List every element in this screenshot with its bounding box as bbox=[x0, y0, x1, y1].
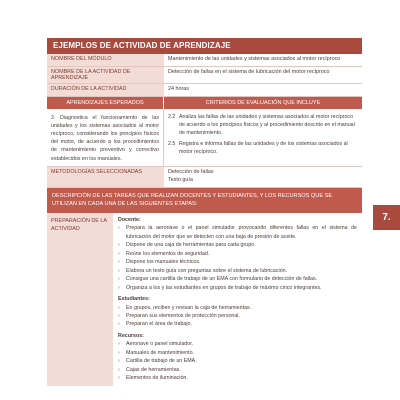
list-item-text: Elabora un texto guía con preguntas sobre el sistema de lubricación. bbox=[126, 267, 288, 274]
criterio-item bbox=[168, 140, 358, 156]
criterio-text: Analiza las fallas de las unidades y sistemas asociados al motor recíproco de acuerdo a los principios físicos y al procedimiento descrito en el manual de mantenimiento. bbox=[179, 113, 355, 137]
list-item-text: Reúne los elementos de seguridad. bbox=[126, 250, 210, 257]
meta-label: DURACIÓN DE LA ACTIVIDAD bbox=[47, 84, 164, 96]
meta-label: NOMBRE DEL MÓDULO bbox=[47, 54, 164, 66]
chapter-tab: 7. bbox=[373, 205, 400, 230]
list-item bbox=[118, 312, 357, 320]
criterio-number: 2.2 bbox=[168, 113, 176, 120]
bullet-icon: › bbox=[118, 250, 120, 257]
bullet-icon: › bbox=[118, 259, 120, 266]
list-item bbox=[118, 340, 357, 348]
list-item-text: Aeronave o panel simulador. bbox=[126, 341, 194, 348]
list-item bbox=[118, 304, 357, 312]
sheet-title: EJEMPLOS DE ACTIVIDAD DE APRENDIZAJE bbox=[47, 38, 362, 54]
list-item bbox=[118, 284, 357, 292]
metodologias-row bbox=[47, 167, 362, 188]
bullet-icon: › bbox=[118, 267, 120, 274]
list-item bbox=[118, 366, 357, 374]
bullet-icon: › bbox=[118, 375, 120, 382]
bullet-icon: › bbox=[118, 358, 120, 365]
bullet-icon: › bbox=[118, 304, 120, 311]
meta-value: Mantenimiento de las unidades y sistemas asociados al motor recíproco bbox=[164, 54, 362, 66]
criterio-number: 2.5 bbox=[168, 141, 176, 148]
meta-value: Detección de fallas en el sistema de lubricación del motor recíproco bbox=[164, 67, 362, 83]
activity-sheet bbox=[47, 38, 362, 386]
preparacion-row bbox=[47, 213, 362, 386]
meta-row bbox=[47, 67, 362, 84]
criterio-text: Registra e informa fallas de las unidades y de los sistemas asociados al motor recíproco. bbox=[179, 141, 348, 156]
aprendizajes-header: APRENDIZAJES ESPERADOS bbox=[47, 97, 164, 109]
bullet-icon: › bbox=[118, 349, 120, 356]
bullet-icon: › bbox=[118, 366, 120, 373]
list-item-text: Elementos de iluminación. bbox=[126, 375, 188, 382]
list-item-text: Manuales de mantenimiento. bbox=[126, 349, 195, 356]
bullet-icon: › bbox=[118, 284, 120, 291]
list-item-text: Cartilla de trabajo de un EMA. bbox=[126, 358, 197, 365]
aprendizaje-text: 2. Diagnostica el funcionamiento de las unidades y los sistemas asociados al motor recíproco, considerando los principios físicos del motor, de acuerdo a los procedimientos de mantenimiento preventivo y correctivo establecidos en los manuales. bbox=[47, 109, 164, 166]
list-item-text: Cajas de herramientas. bbox=[126, 366, 181, 373]
meta-table bbox=[47, 54, 362, 97]
list-item bbox=[118, 250, 357, 258]
list-item bbox=[118, 267, 357, 275]
docente-list bbox=[118, 224, 357, 292]
estudiantes-title: Estudiantes: bbox=[118, 296, 150, 303]
recursos-title: Recursos: bbox=[118, 332, 144, 339]
estudiantes-list bbox=[118, 304, 357, 329]
list-item bbox=[118, 357, 357, 365]
list-item-text: Dispone de una caja de herramientas para cada grupo. bbox=[126, 242, 256, 249]
criteria-header-row bbox=[47, 97, 362, 109]
metodologia-item: Texto guía bbox=[168, 176, 193, 183]
metodologia-item: Detección de fallas bbox=[168, 168, 214, 175]
list-item bbox=[118, 349, 357, 357]
meta-value: 24 horas bbox=[164, 84, 362, 96]
bullet-icon: › bbox=[118, 313, 120, 319]
bullet-icon: › bbox=[118, 242, 120, 249]
list-item-text: Consigue una cartilla de trabajo de un EMA con formulario de detección de fallas. bbox=[126, 276, 318, 283]
metodologias-label: METODOLOGÍAS SELECCIONADAS bbox=[47, 167, 164, 187]
list-item-text: Dispone los manuales técnicos. bbox=[126, 259, 201, 266]
list-item bbox=[118, 241, 357, 249]
list-item-text: En grupos, reciben y revisan la caja de herramientas. bbox=[126, 304, 252, 311]
list-item bbox=[118, 258, 357, 266]
preparacion-label: PREPARACIÓN DE LA ACTIVIDAD bbox=[47, 213, 113, 386]
list-item bbox=[118, 224, 357, 241]
docente-title: Docente: bbox=[118, 216, 141, 223]
list-item bbox=[118, 374, 357, 382]
list-item-text: Preparan sus elementos de protección personal. bbox=[126, 313, 240, 319]
bullet-icon: › bbox=[118, 276, 120, 283]
list-item bbox=[118, 275, 357, 283]
descripcion-header: DESCRIPCIÓN DE LAS TAREAS QUE REALIZAN DOCENTES Y ESTUDIANTES, Y LOS RECURSOS QUE SE UTILIZAN EN CADA UNA DE LAS SIGUIENTES ETAPAS: bbox=[47, 188, 362, 213]
bullet-icon: › bbox=[118, 341, 120, 348]
list-item bbox=[118, 320, 357, 328]
aprendizaje-row bbox=[47, 109, 362, 167]
bullet-icon: › bbox=[118, 321, 120, 328]
bullet-icon: › bbox=[118, 225, 120, 232]
criterio-item bbox=[168, 113, 358, 138]
list-item-text: Prepara la aeronave o el panel simulador provocando diferentes fallas en el sistema de lubricación del motor que se detecten con una baja de presión de aceite. bbox=[126, 225, 357, 240]
criterios-header: CRITERIOS DE EVALUACIÓN QUE INCLUYE bbox=[205, 99, 321, 106]
preparacion-content bbox=[113, 213, 362, 386]
list-item-text: Organiza a los y las estudiantes en grupos de trabajo de máximo cinco integrantes. bbox=[126, 284, 322, 291]
list-item-text: Preparan el área de trabajo. bbox=[126, 321, 192, 328]
recursos-list bbox=[118, 340, 357, 382]
meta-row bbox=[47, 84, 362, 97]
meta-row bbox=[47, 54, 362, 67]
meta-label: NOMBRE DE LA ACTIVIDAD DE APRENDIZAJE bbox=[47, 67, 164, 83]
criterios-list bbox=[164, 109, 362, 166]
metodologias-values bbox=[164, 167, 362, 187]
